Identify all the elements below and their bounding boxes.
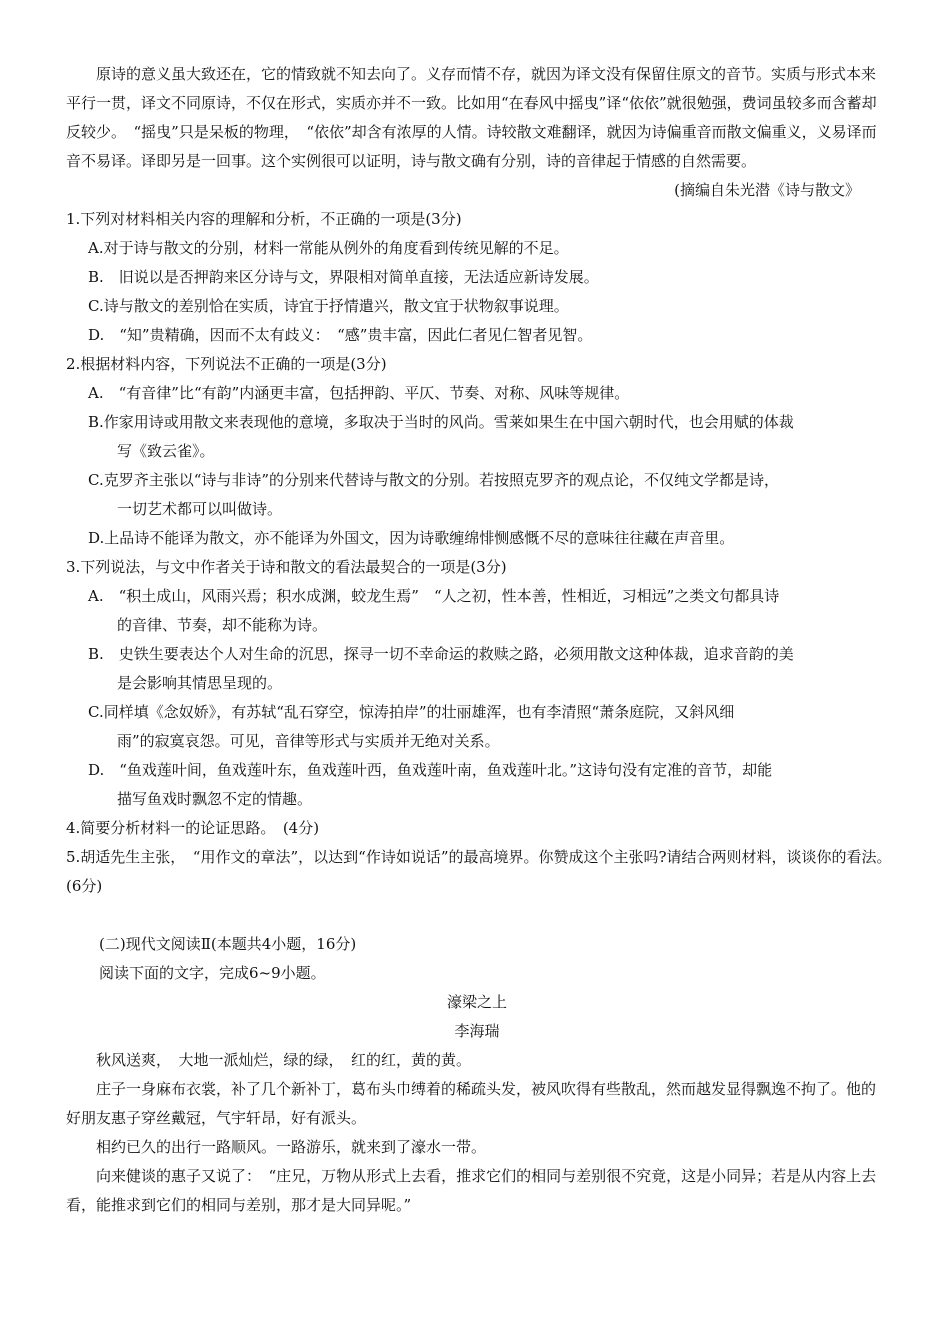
option-c: C.同样填《念奴娇》，有苏轼“乱石穿空，惊涛拍岸”的壮丽雄浑，也有李清照“萧条庭院，又斜风细 xyxy=(88,703,735,721)
question-stem: 2.根据材料内容，下列说法不正确的一项是(3分) xyxy=(66,355,387,373)
question-stem: 1.下列对材料相关内容的理解和分析，不正确的一项是(3分) xyxy=(66,210,462,228)
section-gap xyxy=(66,901,888,930)
option-a: A.对于诗与散文的分别，材料一常能从例外的角度看到传统见解的不足。 xyxy=(88,239,569,257)
section-2 xyxy=(66,930,888,1220)
story-title: 濠梁之上 xyxy=(446,993,507,1011)
question-stem: 3.下列说法，与文中作者关于诗和散文的看法最契合的一项是(3分) xyxy=(66,558,507,576)
passage-paragraph: 原诗的意义虽大致还在，它的情致就不知去向了。义存而情不存，就因为译文没有保留住原文的音节。实质与形式本来平行一贯，译文不同原诗，不仅在形式，实质亦并不一致。比如用“在春风中摇曳”译“依依”就很勉强，费词虽较多而含蓄却反较少。 “摇曳”只是呆板的物理， “依依”却含有浓厚的人情。诗较散文难翻译，就因为诗偏重音而散文偏重义，义易译而音不易译。译即另是一回事。这个实例很可以证明，诗与散文确有分别，诗的音律起于情感的自然需要。 xyxy=(66,65,877,170)
option-c: C.克罗齐主张以“诗与非诗”的分别来代替诗与散文的分别。若按照克罗齐的观点论，不仅纯文学都是诗， xyxy=(88,471,780,489)
question-4: 4.简要分析材料一的论证思路。 (4分) xyxy=(66,819,320,837)
section-instruction: 阅读下面的文字，完成6~9小题。 xyxy=(99,964,326,982)
option-b-continued: 写《致云雀》。 xyxy=(117,442,215,460)
citation: (摘编自朱光潜《诗与散文》 xyxy=(674,181,860,199)
section-heading: (二)现代文阅读Ⅱ(本题共4小题，16分) xyxy=(99,935,357,953)
story-paragraph: 庄子一身麻布衣裳，补了几个新补丁，葛布头巾缚着的稀疏头发，被风吹得有些散乱，然而越发显得飘逸不拘了。他的好朋友惠子穿丝戴冠，气宇轩昂，好有派头。 xyxy=(66,1080,877,1127)
story-paragraph: 向来健谈的惠子又说了： “庄兄，万物从形式上去看，推求它们的相同与差别很不究竟，这是小同异；若是从内容上去看，能推求到它们的相同与差别，那才是大同异呢。” xyxy=(66,1167,877,1214)
story-paragraph: 秋风送爽， 大地一派灿烂，绿的绿， 红的红，黄的黄。 xyxy=(96,1051,472,1069)
question-5: 5.胡适先生主张， “用作文的章法”，以达到“作诗如说话”的最高境界。你赞成这个主张吗?请结合两则材料，谈谈你的看法。 (6分) xyxy=(66,848,900,895)
option-a: A. “有音律”比“有韵”内涵更丰富，包括押韵、平仄、节奏、对称、风味等规律。 xyxy=(88,384,630,402)
option-d: D. “知”贵精确，因而不太有歧义： “感”贵丰富，因此仁者见仁智者见智。 xyxy=(88,326,593,344)
story-paragraph: 相约已久的出行一路顺风。一路游乐，就来到了濠水一带。 xyxy=(96,1138,487,1156)
option-b-continued: 是会影响其情思呈现的。 xyxy=(117,674,283,692)
question-3 xyxy=(66,553,888,814)
story-author: 李海瑞 xyxy=(454,1022,500,1040)
option-b: B. 旧说以是否押韵来区分诗与文，界限相对简单直接，无法适应新诗发展。 xyxy=(88,268,599,286)
option-a: A. “积土成山，风雨兴焉；积水成渊，蛟龙生焉” “人之初，性本善，性相近，习相远”之类文句都具诗 xyxy=(88,587,780,605)
option-c-continued: 雨”的寂寞哀怨。可见，音律等形式与实质并无绝对关系。 xyxy=(117,732,500,750)
option-b: B. 史铁生要表达个人对生命的沉思，探寻一切不幸命运的救赎之路，必须用散文这种体裁，追求音韵的美 xyxy=(88,645,794,663)
option-d-continued: 描写鱼戏时飘忽不定的情趣。 xyxy=(117,790,313,808)
option-a-continued: 的音律、节奏，却不能称为诗。 xyxy=(117,616,328,634)
option-d: D.上品诗不能译为散文，亦不能译为外国文，因为诗歌缠绵悱恻感慨不尽的意味往往藏在声音里。 xyxy=(88,529,735,547)
option-b: B.作家用诗或用散文来表现他的意境，多取决于当时的风尚。雪莱如果生在中国六朝时代，也会用赋的体裁 xyxy=(88,413,794,431)
option-c-continued: 一切艺术都可以叫做诗。 xyxy=(117,500,283,518)
option-c: C.诗与散文的差别恰在实质，诗宜于抒情遣兴，散文宜于状物叙事说理。 xyxy=(88,297,569,315)
question-1 xyxy=(66,205,888,350)
option-d: D. “鱼戏莲叶间，鱼戏莲叶东，鱼戏莲叶西，鱼戏莲叶南，鱼戏莲叶北。”这诗句没有定准的音节，却能 xyxy=(88,761,773,779)
question-2 xyxy=(66,350,888,553)
